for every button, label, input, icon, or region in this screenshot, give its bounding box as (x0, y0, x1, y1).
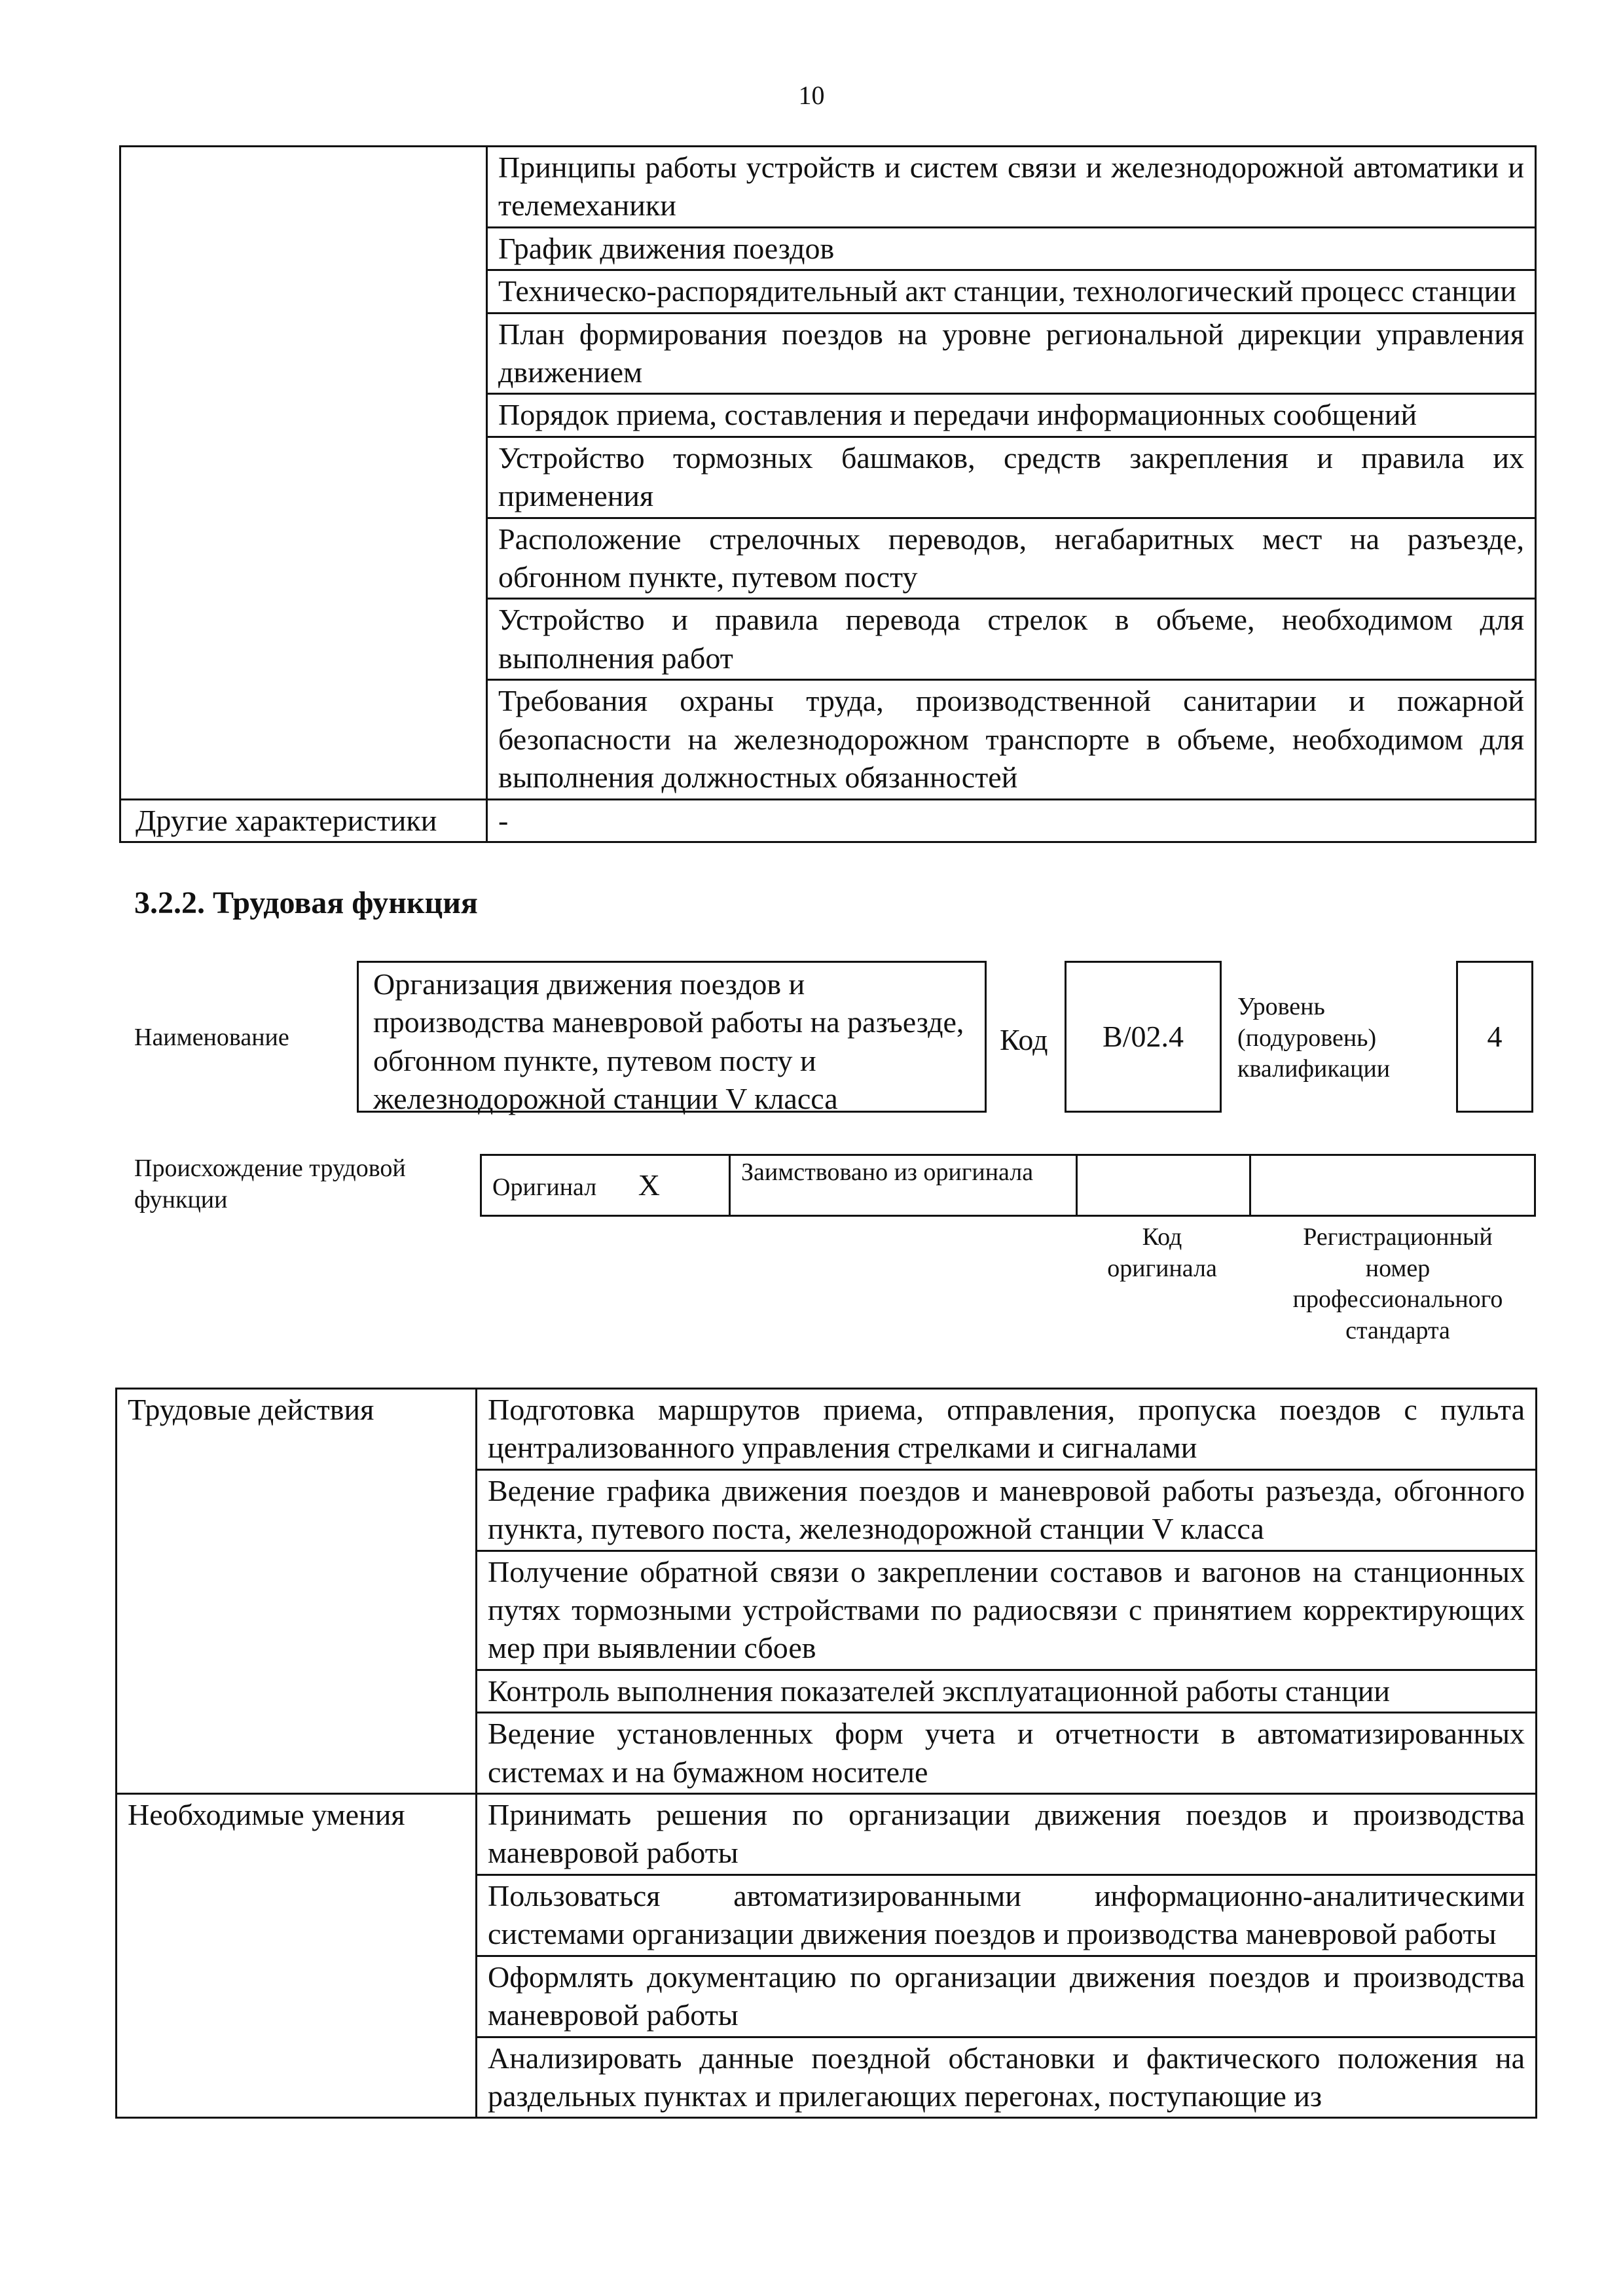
knowledge-item: График движения поездов (487, 227, 1536, 270)
skill-item: Принимать решения по организации движения поездов и производства маневровой работы (477, 1794, 1537, 1875)
table-row (120, 799, 1536, 842)
original-mark: X (638, 1168, 660, 1202)
original-label: Оригинал (492, 1174, 597, 1202)
other-characteristics-label: Другие характеристики (120, 799, 487, 842)
action-item: Ведение установленных форм учета и отчетности в автоматизированных системах и на бумажном носителе (477, 1713, 1537, 1794)
action-item: Подготовка маршрутов приема, отправления, пропуска поездов с пульта централизованного управления стрелками и сигналами (477, 1389, 1537, 1470)
skill-item: Оформлять документацию по организации движения поездов и производства маневровой работы (477, 1956, 1537, 2037)
table-row (120, 147, 1536, 228)
knowledge-item: Порядок приема, составления и передачи информационных сообщений (487, 394, 1536, 437)
code-caption: Код оригинала (1107, 1223, 1217, 1282)
table-row (117, 1794, 1537, 1875)
actions-table (115, 1388, 1537, 2119)
original-code-cell (1077, 1155, 1250, 1216)
action-item: Получение обратной связи о закреплении составов и вагонов на станционных путях тормозными устройствами по радиосвязи с принятием корректирующих мер при выявлении сбоев (477, 1551, 1537, 1670)
code-box (1065, 961, 1222, 1113)
knowledge-table (119, 145, 1537, 843)
origin-table (480, 1154, 1536, 1217)
knowledge-item: Устройство тормозных башмаков, средств закрепления и правила их применения (487, 437, 1536, 518)
function-name: Организация движения поездов и производства маневровой работы на разъезде, обгонном пункте, путевом посту и железнодорожной станции V класса (373, 967, 964, 1116)
level-box (1456, 961, 1533, 1113)
knowledge-item: Техническо-распорядительный акт станции, технологический процесс станции (487, 270, 1536, 313)
knowledge-item: План формирования поездов на уровне региональной дирекции управления движением (487, 313, 1536, 394)
section-heading: 3.2.2. Трудовая функция (134, 886, 478, 920)
skill-item: Анализировать данные поездной обстановки и фактического положения на раздельных пунктах и прилегающих перегонах, поступающие из (477, 2037, 1537, 2118)
code-label: Код (1000, 1023, 1048, 1056)
action-item: Контроль выполнения показателей эксплуатационной работы станции (477, 1670, 1537, 1712)
table-row (117, 1389, 1537, 1470)
registration-caption: Регистрационный номер профессионального стандарта (1292, 1223, 1503, 1344)
table-row (481, 1155, 1535, 1216)
borrowed-label: Заимствовано из оригинала (730, 1155, 1077, 1216)
function-name-box (357, 961, 987, 1116)
other-characteristics-value: - (487, 799, 1536, 842)
level-value: 4 (1487, 1019, 1503, 1053)
name-label: Наименование (134, 1024, 289, 1051)
knowledge-item: Устройство и правила перевода стрелок в объеме, необходимом для выполнения работ (487, 599, 1536, 680)
knowledge-label-cell (120, 147, 487, 800)
level-label: Уровень (подуровень) квалификации (1237, 993, 1391, 1083)
function-code: B/02.4 (1103, 1019, 1184, 1053)
knowledge-item: Расположение стрелочных переводов, негабаритных мест на разъезде, обгонном пункте, путевом посту (487, 518, 1536, 599)
action-item: Ведение графика движения поездов и маневровой работы разъезда, обгонного пункта, путевого поста, железнодорожной станции V класса (477, 1469, 1537, 1551)
registration-number-cell (1250, 1155, 1535, 1216)
origin-label: Происхождение трудовой функции (134, 1155, 406, 1213)
skill-item: Пользоваться автоматизированными информационно-аналитическими системами организации движения поездов и производства маневровой работы (477, 1874, 1537, 1956)
actions-label: Трудовые действия (117, 1389, 477, 1794)
knowledge-item: Принципы работы устройств и систем связи и железнодорожной автоматики и телемеханики (487, 147, 1536, 228)
origin-original-cell (481, 1155, 730, 1216)
skills-label: Необходимые умения (117, 1794, 477, 2118)
knowledge-item: Требования охраны труда, производственной санитарии и пожарной безопасности на железнодорожном транспорте в объеме, необходимом для выполнения должностных обязанностей (487, 680, 1536, 799)
page-number: 10 (798, 81, 825, 110)
